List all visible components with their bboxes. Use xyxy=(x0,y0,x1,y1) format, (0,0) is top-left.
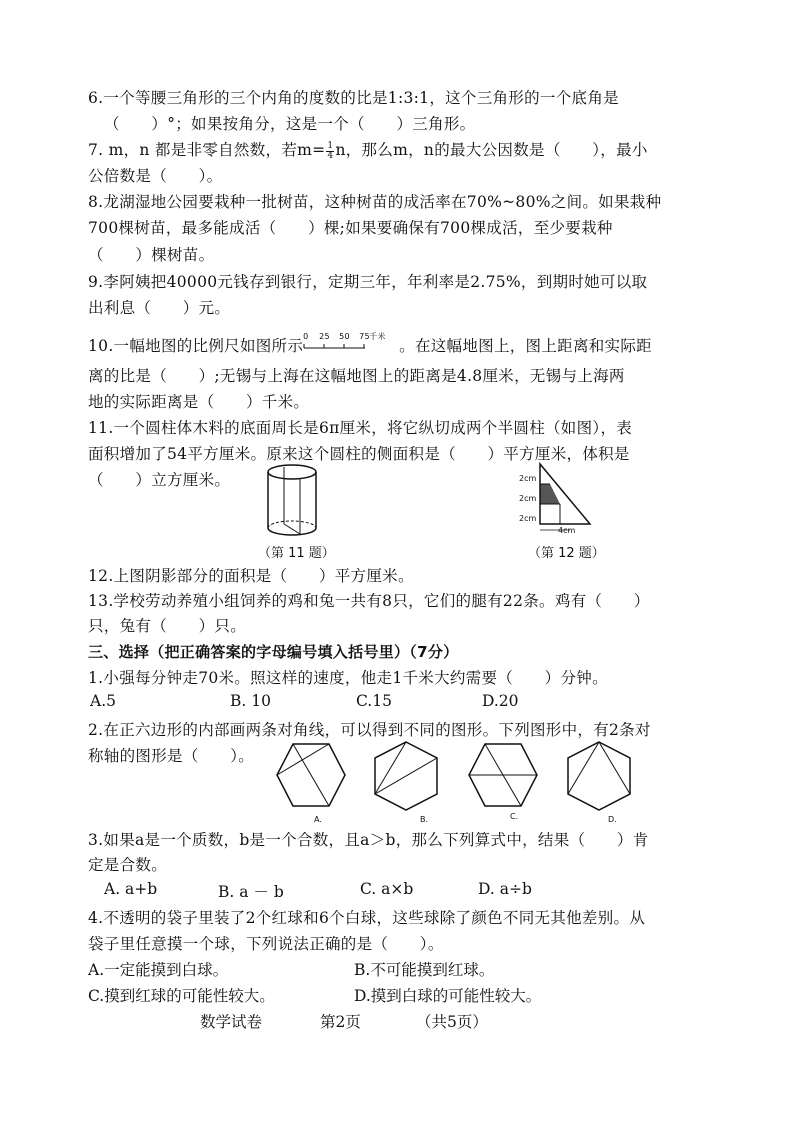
footer-page: 第2页 xyxy=(320,1013,361,1031)
fig12-label-base: 4cm xyxy=(558,526,576,535)
q7-line2: 公倍数是（ ）。 xyxy=(88,167,223,185)
fig12-label-bot: 2cm xyxy=(519,514,537,523)
q9-line2: 出利息（ ）元。 xyxy=(88,299,231,317)
q11-line2: 面积增加了54平方厘米。原来这个圆柱的侧面积是（ ）平方厘米，体积是 xyxy=(88,445,630,463)
q7-part2: n，那么m，n的最大公因数是（ ），最小 xyxy=(335,141,648,159)
hexagon-d-label: D. xyxy=(608,815,617,824)
scale-unit: 千米 xyxy=(369,332,386,341)
q8-line3: （ ）棵树苗。 xyxy=(88,246,215,264)
q6-line1: 6.一个等腰三角形的三个内角的度数的比是1:3:1，这个三角形的一个底角是 xyxy=(88,89,619,107)
c4-line2: 袋子里任意摸一个球，下列说法正确的是（ ）。 xyxy=(88,935,444,953)
scale-label-75: 75 xyxy=(359,332,370,341)
c1-option-c: C.15 xyxy=(356,692,392,710)
scale-label-50: 50 xyxy=(339,332,350,341)
hexagon-d xyxy=(566,740,632,812)
c2-line1: 2.在正六边形的内部画两条对角线，可以得到不同的图形。下列图形中，有2条对 xyxy=(88,721,651,739)
fig12-label-mid: 2cm xyxy=(519,494,537,503)
fig12-caption: （第 12 题） xyxy=(528,546,605,561)
c1-option-d: D.20 xyxy=(482,692,519,710)
q10-line3: 地的实际距离是（ ）千米。 xyxy=(88,393,310,411)
hexagon-c xyxy=(467,742,539,808)
q13-line2: 只，兔有（ ）只。 xyxy=(88,617,247,635)
c4-option-b: B.不可能摸到红球。 xyxy=(354,961,495,979)
q8-line1: 8.龙湖湿地公园要栽种一批树苗，这种树苗的成活率在70%~80%之间。如果栽种 xyxy=(88,193,662,211)
section3-title: 三、选择（把正确答案的字母编号填入括号里）（7分） xyxy=(88,643,459,661)
hexagon-c-label: C. xyxy=(510,812,519,821)
scale-label-25: 25 xyxy=(319,332,330,341)
c1-line1: 1.小强每分钟走70米。照这样的速度，他走1千米大约需要（ ）分钟。 xyxy=(88,669,608,687)
hexagon-a-label: A. xyxy=(314,815,322,824)
q11-line1: 11.一个圆柱体木料的底面周长是6π厘米，将它纵切成两个半圆柱（如图），表 xyxy=(88,419,633,437)
c1-option-a: A.5 xyxy=(90,692,116,710)
q13-line1: 13.学校劳动养殖小组饲养的鸡和兔一共有8只，它们的腿有22条。鸡有（ ） xyxy=(88,592,650,610)
hexagon-b xyxy=(373,740,439,812)
c3-option-b: B. a － b xyxy=(218,883,284,901)
q12-line1: 12.上图阴影部分的面积是（ ）平方厘米。 xyxy=(88,567,414,585)
c3-option-c: C. a×b xyxy=(360,880,414,898)
q8-line2: 700棵树苗，最多能成活（ ）棵;如果要确保有700棵成活，至少要栽种 xyxy=(88,219,613,237)
q7-frac-num: 1 xyxy=(327,140,334,151)
c3-option-d: D. a÷b xyxy=(478,880,532,898)
q7-frac-den: 4 xyxy=(327,150,334,161)
q7-fraction xyxy=(326,142,334,161)
hexagon-b-label: B. xyxy=(420,815,429,824)
q7-line1 xyxy=(88,138,648,161)
c3-line2: 定是合数。 xyxy=(88,856,168,874)
q11-line3: （ ）立方厘米。 xyxy=(88,471,231,489)
fig12-label-top: 2cm xyxy=(519,474,537,483)
q10-part1: 10.一幅地图的比例尺如图所示 xyxy=(88,337,304,355)
c4-option-d: D.摸到白球的可能性较大。 xyxy=(354,987,542,1005)
scale-label-0: 0 xyxy=(303,332,309,341)
q10-part2: 。在这幅地图上，图上距离和实际距 xyxy=(399,337,652,355)
scale-bar-line xyxy=(303,340,399,354)
q10-line2: 离的比是（ ）;无锡与上海在这幅地图上的距离是4.8厘米，无锡与上海两 xyxy=(88,367,625,385)
fig11-caption: （第 11 题） xyxy=(258,546,335,561)
c4-line1: 4.不透明的袋子里装了2个红球和6个白球，这些球除了颜色不同无其他差别。从 xyxy=(88,909,646,927)
footer-title: 数学试卷 xyxy=(200,1013,263,1031)
c4-option-c: C.摸到红球的可能性较大。 xyxy=(88,987,275,1005)
scale-bar xyxy=(303,332,399,354)
footer-total: （共5页） xyxy=(416,1013,488,1031)
c4-option-a: A.一定能摸到白球。 xyxy=(88,961,229,979)
c3-line1: 3.如果a是一个质数，b是一个合数，且a＞b，那么下列算式中，结果（ ）肯 xyxy=(88,831,649,849)
hexagon-a xyxy=(275,742,347,808)
q7-part1: 7. m，n 都是非零自然数，若m= xyxy=(88,141,326,159)
fig11-cylinder xyxy=(264,462,324,542)
c1-option-b: B. 10 xyxy=(230,692,271,710)
q9-line1: 9.李阿姨把40000元钱存到银行，定期三年，年利率是2.75%，到期时她可以取 xyxy=(88,273,648,291)
q10-line1 xyxy=(88,334,652,356)
c2-line2: 称轴的图形是（ ）。 xyxy=(88,747,255,765)
c3-option-a: A. a+b xyxy=(104,880,158,898)
q6-line2: （ ）°；如果按角分，这是一个（ ）三角形。 xyxy=(104,115,476,133)
